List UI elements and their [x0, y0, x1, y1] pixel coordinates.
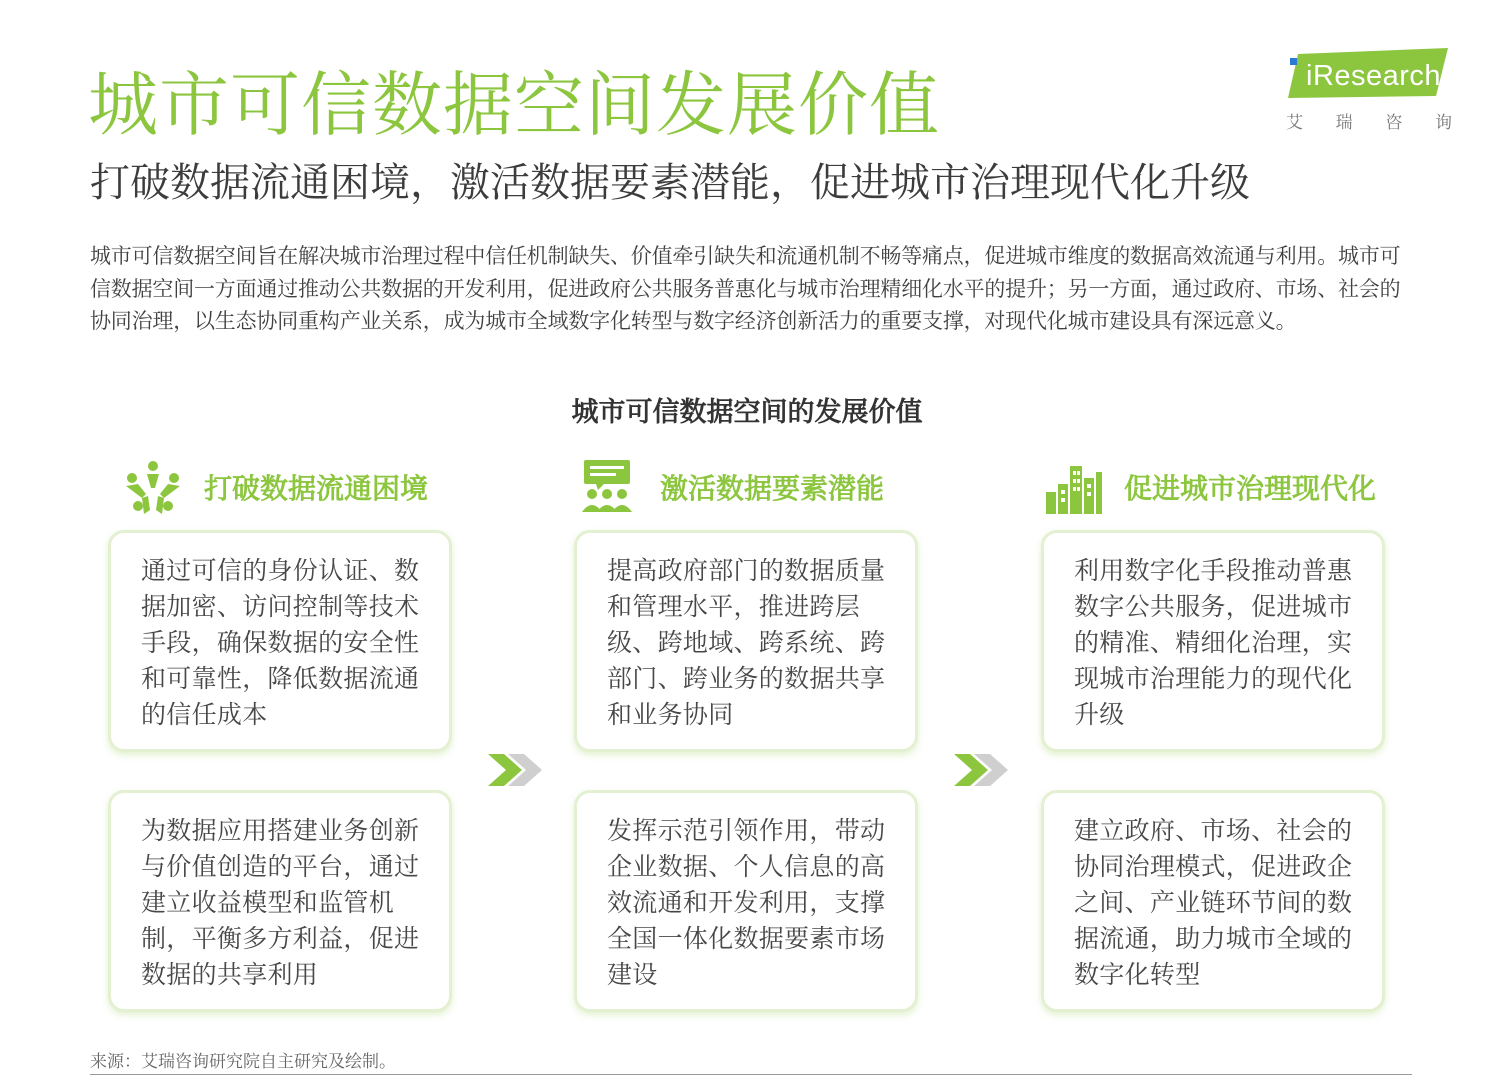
source-note: 来源：艾瑞咨询研究院自主研究及绘制。 — [90, 1052, 396, 1072]
intro-paragraph: 城市可信数据空间旨在解决城市治理过程中信任机制缺失、价值牵引缺失和流通机制不畅等痛点，促进城市维度的数据高效流通与利用。城市可信数据空间一方面通过推动公共数据的开发利用，促进政府公共服务普惠化与城市治理精细化水平的提升；另一方面，通过政府、市场、社会的协同治理，以生态协同重构产业关系，成为城市全域数字化转型与数字经济创新活力的重要支撑，对现代化城市建设具有深远意义。 — [90, 244, 1401, 333]
column-heading-label: 打破数据流通困境 — [204, 472, 429, 505]
team-presentation-icon — [576, 454, 642, 520]
value-card — [574, 790, 918, 1012]
value-card — [108, 790, 452, 1012]
logo-wordmark: iResearch — [1306, 60, 1442, 92]
column-heading-2 — [576, 452, 884, 522]
logo-sub-char: 瑞 — [1335, 113, 1353, 133]
column-heading-label: 促进城市治理现代化 — [1124, 472, 1377, 505]
iresearch-logo — [1284, 46, 1454, 132]
value-card-text: 通过可信的身份认证、数据加密、访问控制等技术手段，确保数据的安全性和可靠性，降低数据流通的信任成本 — [141, 556, 420, 729]
value-card-text: 发挥示范引领作用，带动企业数据、个人信息的高效流通和开发利用，支撑全国一体化数据要素市场建设 — [607, 816, 886, 989]
column-heading-3 — [1040, 452, 1376, 522]
logo-subtitle — [1286, 108, 1452, 133]
column-heading-1 — [120, 452, 428, 522]
page-subtitle: 打破数据流通困境，激活数据要素潜能，促进城市治理现代化升级 — [90, 160, 1250, 206]
section-title: 城市可信数据空间的发展价值 — [571, 397, 923, 428]
logo-sub-char: 咨 — [1385, 113, 1403, 133]
value-card-text: 提高政府部门的数据质量和管理水平，推进跨层级、跨地域、跨系统、跨部门、跨业务的数据共享和业务协同 — [607, 556, 886, 729]
logo-sub-char: 艾 — [1286, 113, 1303, 133]
column-heading-label: 激活数据要素潜能 — [660, 472, 885, 505]
value-card — [1041, 530, 1385, 752]
logo-sub-char: 询 — [1434, 113, 1452, 133]
value-card-text: 建立政府、市场、社会的协同治理模式，促进政企之间、产业链环节间的数据流通，助力城市全域的数字化转型 — [1074, 816, 1353, 989]
people-collaboration-icon — [120, 454, 186, 520]
chevron-right-icon — [486, 752, 544, 788]
footer-divider — [90, 1074, 1412, 1075]
value-card-text: 为数据应用搭建业务创新与价值创造的平台，通过建立收益模型和监管机制，平衡多方利益，促进数据的共享利用 — [141, 816, 420, 989]
value-card — [108, 530, 452, 752]
city-buildings-icon — [1040, 454, 1106, 520]
value-card — [1041, 790, 1385, 1012]
value-card — [574, 530, 918, 752]
page-title: 城市可信数据空间发展价值 — [88, 64, 940, 146]
value-card-text: 利用数字化手段推动普惠数字公共服务，促进城市的精准、精细化治理，实现城市治理能力的现代化升级 — [1074, 556, 1353, 729]
chevron-right-icon — [952, 752, 1010, 788]
